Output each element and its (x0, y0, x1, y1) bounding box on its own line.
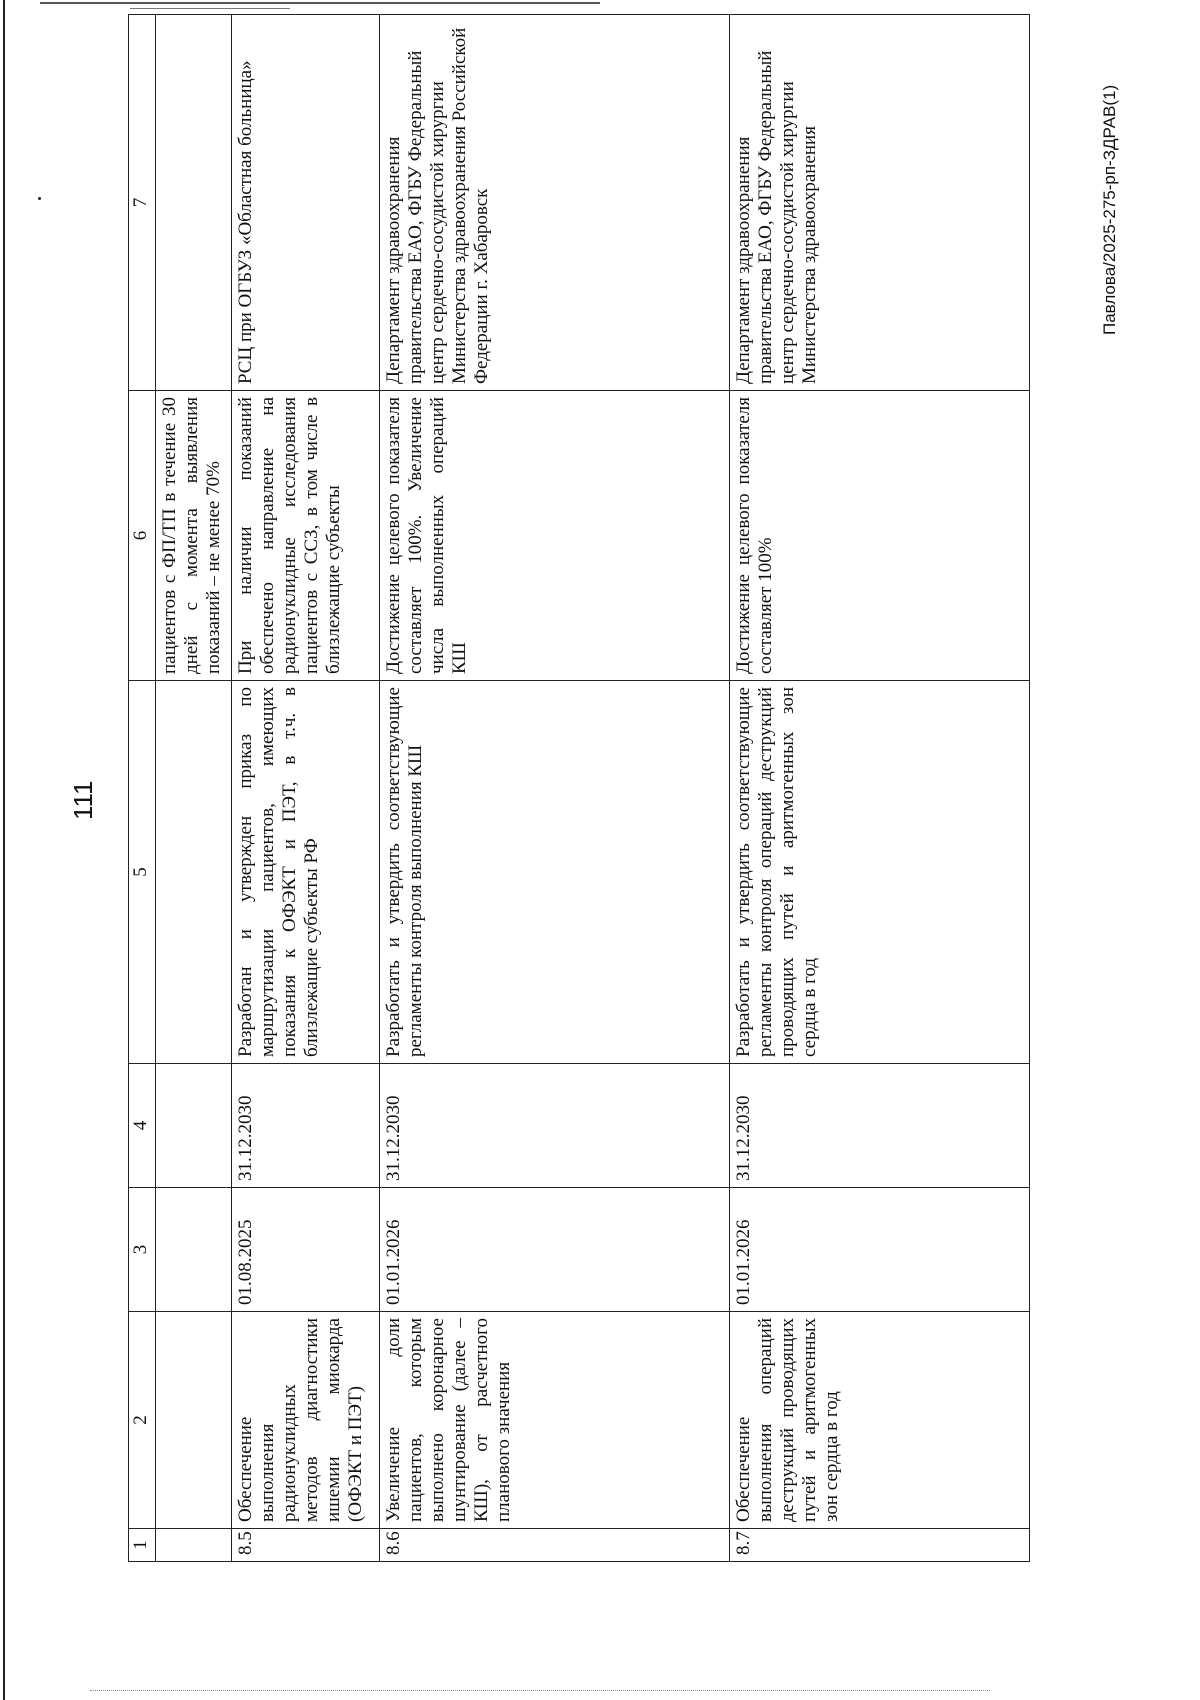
row-end-date: 31.12.2030 (730, 1064, 1030, 1188)
cell-empty (156, 1064, 232, 1188)
header-col-3: 3 (129, 1188, 156, 1312)
header-col-7: 7 (129, 15, 156, 391)
header-col-4: 4 (129, 1064, 156, 1188)
header-row (129, 15, 156, 1562)
row-responsible: Департамент здравоохранения правительства ЕАО, ФГБУ Федеральный центр сердечно-сосудистой хирургии Министерства здравоохранения (730, 15, 1030, 391)
row-name: Обеспечение выполнения операций деструкций проводящих путей и аритмогенных зон сердца в год (730, 1312, 1030, 1529)
cell-empty (156, 681, 232, 1064)
row-name: Обеспечение выполнения радионуклидных методов диагностики ишемии миокарда (ОФЭКТ и ПЭТ) (232, 1312, 380, 1529)
header-col-6: 6 (129, 391, 156, 681)
cell-empty (156, 1312, 232, 1529)
row-responsible: РСЦ при ОГБУЗ «Областная больница» (232, 15, 380, 391)
table-row (232, 15, 380, 1562)
row-action: Разработать и утвердить соответствующие регламенты контроля выполнения КШ (380, 681, 730, 1064)
row-number: 8.5 (232, 1529, 380, 1562)
table-row (380, 15, 730, 1562)
table-row (730, 15, 1030, 1562)
row-start-date: 01.01.2026 (730, 1188, 1030, 1312)
plan-table (128, 14, 1030, 1562)
row-start-date: 01.08.2025 (232, 1188, 380, 1312)
row-name: Увеличение доли пациентов, которым выполнено коронарное шунтирование (далее – КШ), от расчетного планового значения (380, 1312, 730, 1529)
continuation-result: пациентов с ФП/ТП в течение 30 дней с момента выявления показаний – не менее 70% (156, 391, 232, 681)
row-responsible: Департамент здравоохранения правительства ЕАО, ФГБУ Федеральный центр сердечно-сосудистой хирургии Министерства здравоохранения Российской Федерации г. Хабаровск (380, 15, 730, 391)
cell-empty (156, 1529, 232, 1562)
row-action: Разработан и утвержден приказ по маршрутизации пациентов, имеющих показания к ОФЭКТ и ПЭТ, в т.ч. в близлежащие субъекты РФ (232, 681, 380, 1064)
continuation-responsible (156, 15, 232, 391)
row-action: Разработать и утвердить соответствующие регламенты контроля операций деструкций проводящих путей и аритмогенных зон сердца в год (730, 681, 1030, 1064)
row-result: Достижение целевого показателя составляет 100%. Увеличение числа выполненных операций КШ (380, 391, 730, 681)
row-start-date: 01.01.2026 (380, 1188, 730, 1312)
cell-empty (156, 1188, 232, 1312)
row-end-date: 31.12.2030 (380, 1064, 730, 1188)
row-number: 8.7 (730, 1529, 1030, 1562)
continuation-row (156, 15, 232, 1562)
row-number: 8.6 (380, 1529, 730, 1562)
header-col-2: 2 (129, 1312, 156, 1529)
document-footer-code: Павлова/2025-275-рп-ЗДРАВ(1) (1100, 84, 1119, 335)
row-result: Достижение целевого показателя составляет 100% (730, 391, 1030, 681)
header-col-5: 5 (129, 681, 156, 1064)
row-end-date: 31.12.2030 (232, 1064, 380, 1188)
row-result: При наличии показаний обеспечено направление на радионуклидные исследования пациентов с ССЗ, в том числе в близлежащие субъекты (232, 391, 380, 681)
page-number: 111 (68, 780, 98, 820)
header-col-1: 1 (129, 1529, 156, 1562)
